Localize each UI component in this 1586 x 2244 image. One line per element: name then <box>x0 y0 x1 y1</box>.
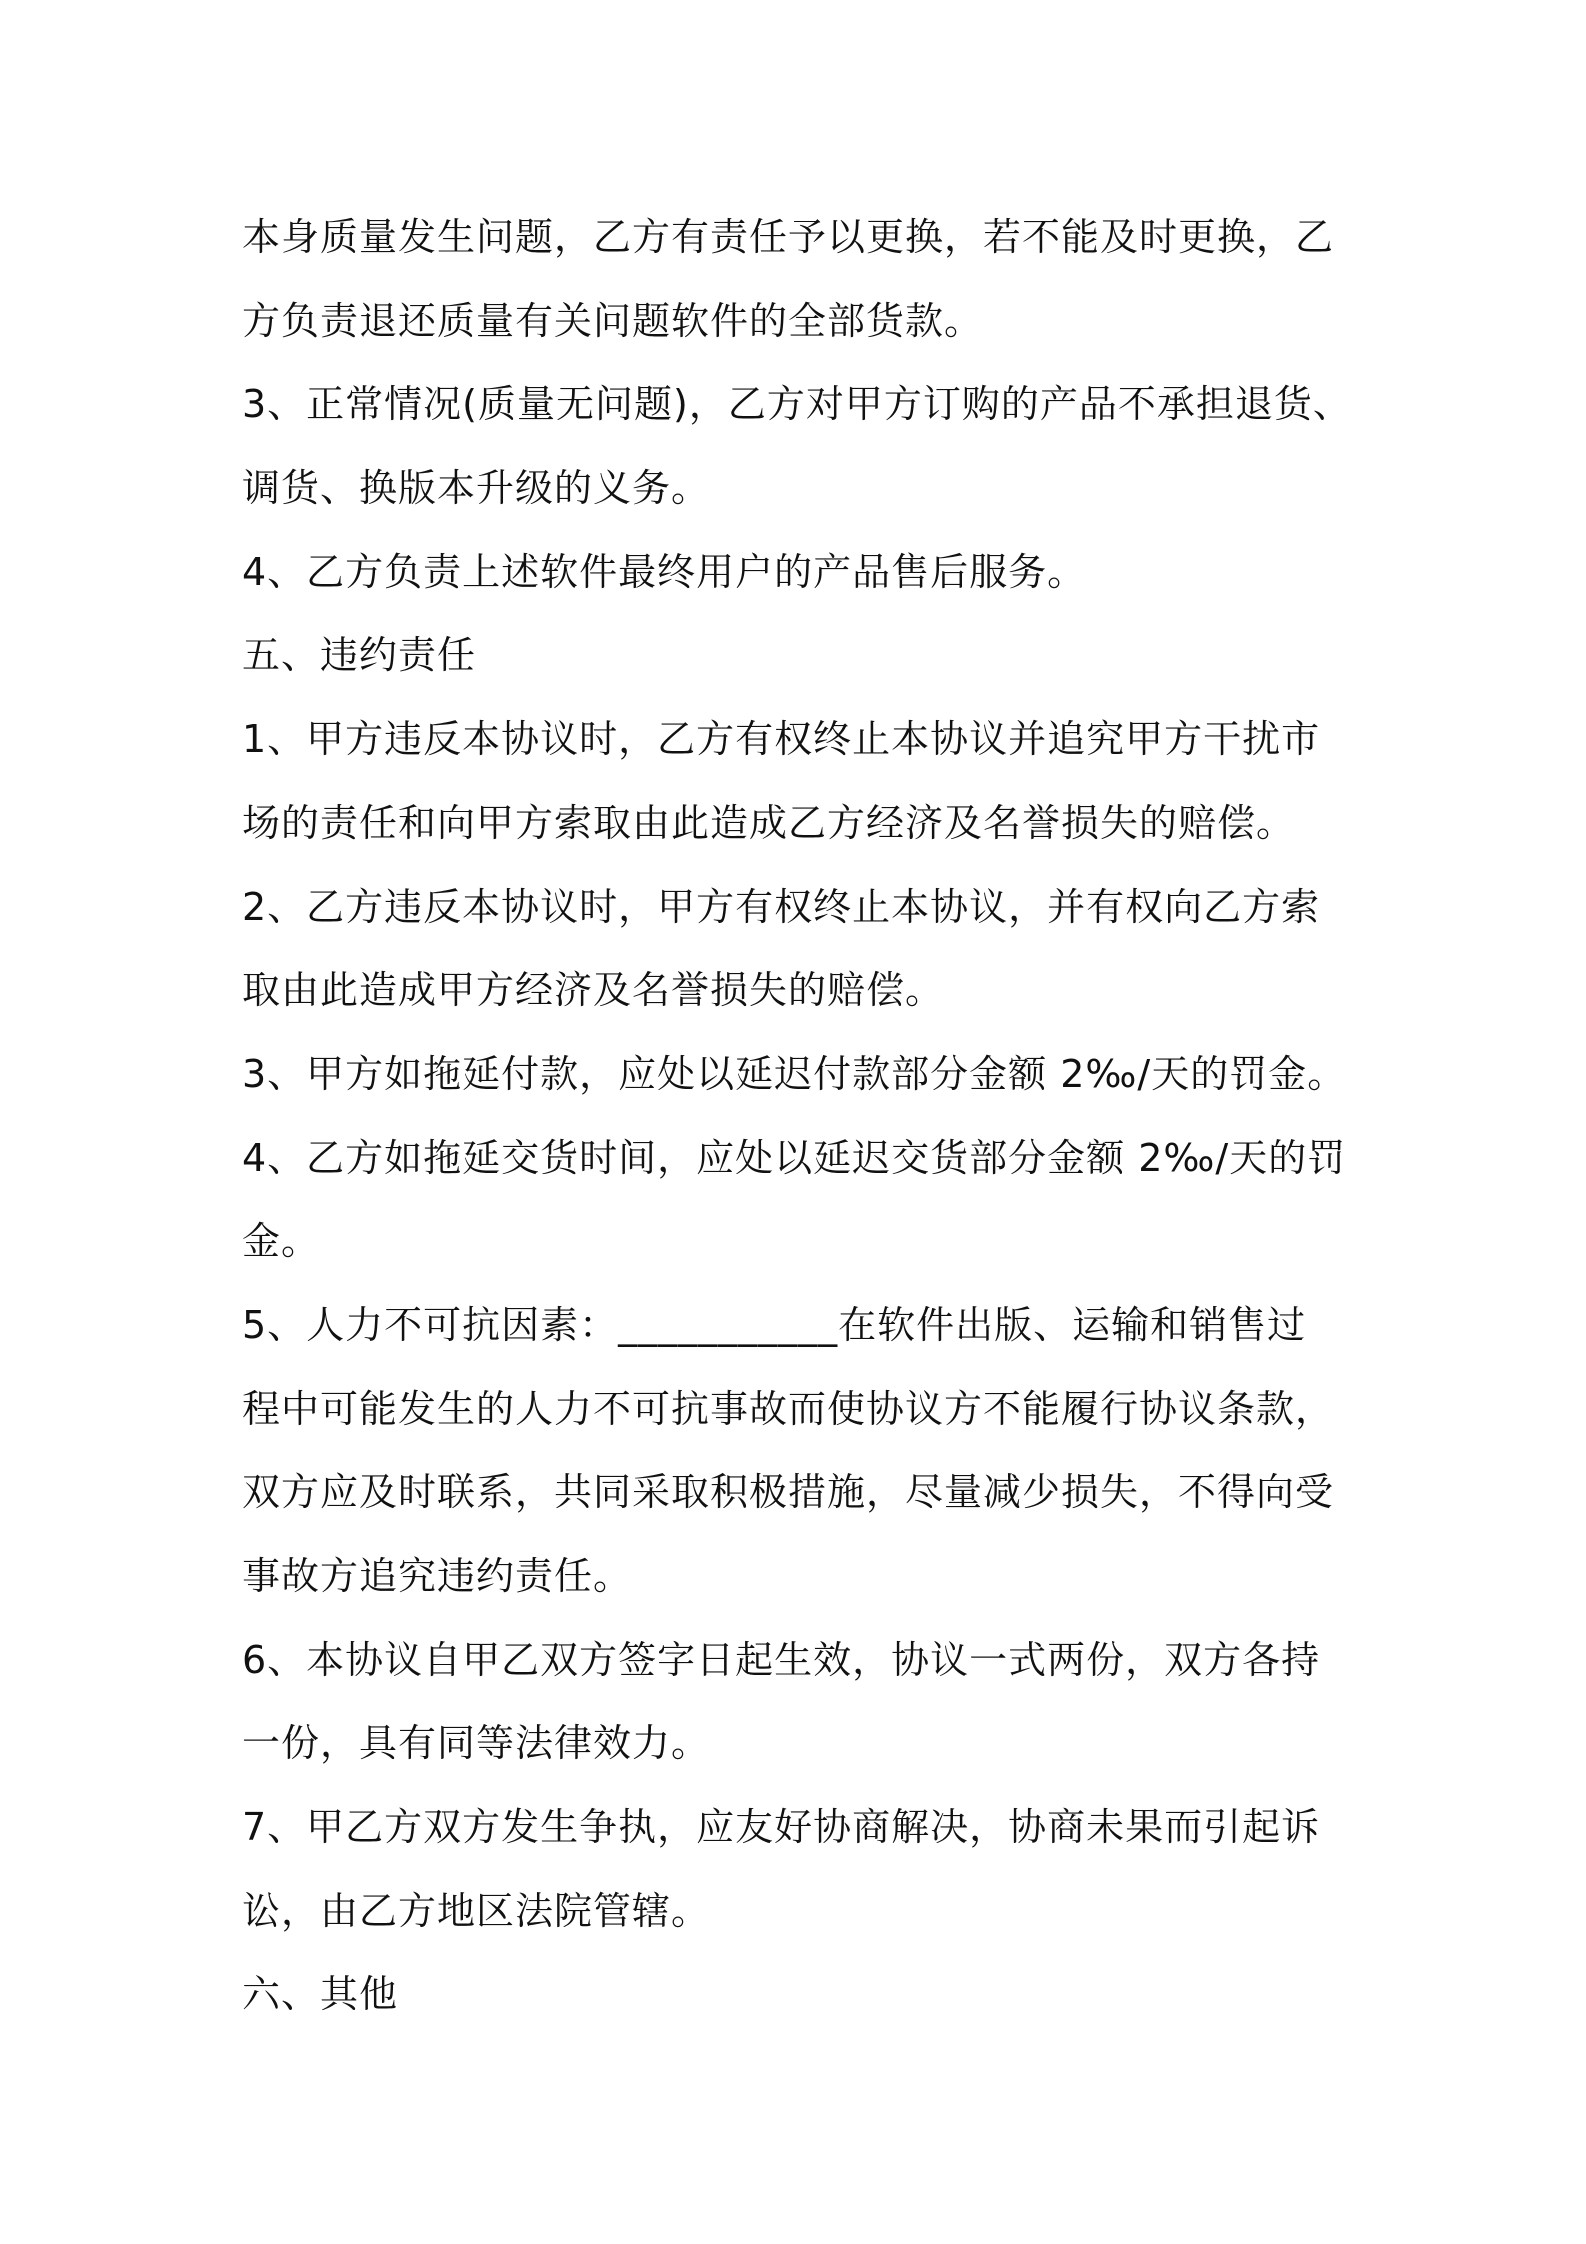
section-heading: 五、违约责任 <box>242 633 477 678</box>
text-line: 讼，由乙方地区法院管辖。 <box>242 1888 711 1933</box>
text-line: 场的责任和向甲方索取由此造成乙方经济及名誉损失的赔偿。 <box>242 800 1296 845</box>
text-line: 7、甲乙方双方发生争执，应友好协商解决，协商未果而引起诉 <box>242 1805 1321 1850</box>
text-line: 3、正常情况(质量无问题)，乙方对甲方订购的产品不承担退货、 <box>242 382 1352 427</box>
section-heading: 六、其他 <box>242 1972 399 2017</box>
text-line: 3、甲方如拖延付款，应处以延迟付款部分金额 2‰/天的罚金。 <box>242 1051 1347 1096</box>
text-line: 取由此造成甲方经济及名誉损失的赔偿。 <box>242 968 945 1013</box>
text-line: 金。 <box>242 1219 321 1264</box>
text-line: 5、人力不可抗因素：___________在软件出版、运输和销售过 <box>242 1302 1307 1347</box>
text-line: 1、甲方违反本协议时，乙方有权终止本协议并追究甲方干扰市 <box>242 717 1321 762</box>
text-line: 4、乙方如拖延交货时间，应处以延迟交货部分金额 2‰/天的罚 <box>242 1135 1347 1180</box>
text-line: 调货、换版本升级的义务。 <box>242 466 711 511</box>
text-line: 4、乙方负责上述软件最终用户的产品售后服务。 <box>242 549 1087 594</box>
text-line: 本身质量发生问题，乙方有责任予以更换，若不能及时更换，乙 <box>242 215 1335 259</box>
text-line: 一份，具有同等法律效力。 <box>242 1721 711 1766</box>
text-line: 事故方追究违约责任。 <box>242 1554 633 1598</box>
document-body <box>242 196 1357 2037</box>
text-line: 2、乙方违反本协议时，甲方有权终止本协议，并有权向乙方索 <box>242 884 1321 929</box>
text-line: 程中可能发生的人力不可抗事故而使协议方不能履行协议条款， <box>242 1386 1335 1431</box>
text-line: 双方应及时联系，共同采取积极措施，尽量减少损失，不得向受 <box>242 1470 1335 1515</box>
text-line: 6、本协议自甲乙双方签字日起生效，协议一式两份，双方各持 <box>242 1637 1321 1682</box>
text-line: 方负责退还质量有关问题软件的全部货款。 <box>242 298 984 343</box>
